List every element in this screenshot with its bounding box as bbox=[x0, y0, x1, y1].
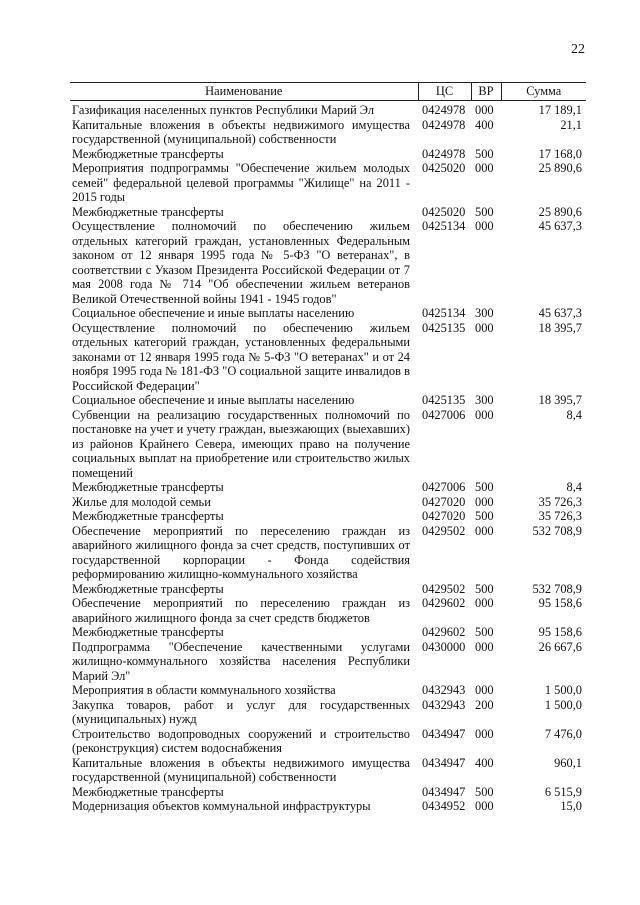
table-row bbox=[70, 306, 586, 321]
name-cell: Межбюджетные трансферты bbox=[72, 784, 224, 799]
name-cell: Модернизация объектов коммунальной инфраструктуры bbox=[72, 799, 371, 813]
table-header-row bbox=[70, 83, 586, 101]
sum-cell: 45 637,3 bbox=[538, 306, 582, 320]
table-row bbox=[70, 640, 586, 684]
table-row bbox=[70, 393, 586, 408]
page-number: 22 bbox=[571, 42, 585, 57]
cs-cell: 0425020 bbox=[422, 161, 466, 175]
vr-cell: 000 bbox=[475, 161, 494, 175]
name-cell: Социальное обеспечение и иные выплаты населению bbox=[72, 306, 355, 320]
cs-cell: 0425135 bbox=[422, 320, 466, 335]
name-cell: Закупка товаров, работ и услуг для государственных (муниципальных) нужд bbox=[72, 697, 410, 726]
sum-cell: 15,0 bbox=[560, 799, 582, 813]
sum-cell: 26 667,6 bbox=[538, 639, 582, 654]
table-row bbox=[70, 683, 586, 698]
header-name: Наименование bbox=[70, 83, 418, 101]
cs-cell: 0424978 bbox=[422, 117, 466, 132]
name-cell: Субвенции на реализацию государственных полномочий по постановке на учет и учету граждан, выезжающих (выехавших) из районов Крайнего Севера, имеющих право на получение социальных выплат на приобретение или строительство жилых помещений bbox=[72, 407, 410, 480]
name-cell: Капитальные вложения в объекты недвижимого имущества государственной (муниципальной) собственности bbox=[72, 117, 410, 146]
table-row bbox=[70, 799, 586, 814]
cs-cell: 0429502 bbox=[422, 523, 466, 538]
vr-cell: 000 bbox=[475, 799, 494, 813]
table-row bbox=[70, 101, 586, 118]
cs-cell: 0432943 bbox=[422, 683, 466, 697]
cs-cell: 0432943 bbox=[422, 697, 466, 712]
vr-cell: 500 bbox=[475, 509, 494, 523]
table-row bbox=[70, 524, 586, 582]
name-cell: Капитальные вложения в объекты недвижимого имущества государственной (муниципальной) собственности bbox=[72, 755, 410, 784]
table-row bbox=[70, 147, 586, 162]
name-cell: Межбюджетные трансферты bbox=[72, 625, 224, 639]
table-row bbox=[70, 205, 586, 220]
table-row bbox=[70, 625, 586, 640]
sum-cell: 1 500,0 bbox=[544, 683, 582, 697]
name-cell: Жилье для молодой семьи bbox=[72, 494, 211, 509]
table-row bbox=[70, 408, 586, 481]
name-cell: Социальное обеспечение и иные выплаты населению bbox=[72, 393, 355, 407]
table-body bbox=[70, 101, 586, 814]
cs-cell: 0427020 bbox=[422, 494, 466, 509]
cs-cell: 0425134 bbox=[422, 219, 466, 233]
cs-cell: 0430000 bbox=[422, 639, 466, 654]
sum-cell: 25 890,6 bbox=[538, 161, 582, 175]
table-row bbox=[70, 756, 586, 785]
table-row bbox=[70, 596, 586, 625]
sum-cell: 532 708,9 bbox=[532, 581, 582, 596]
cs-cell: 0425020 bbox=[422, 204, 466, 219]
vr-cell: 000 bbox=[475, 639, 494, 654]
sum-cell: 18 395,7 bbox=[538, 320, 582, 335]
vr-cell: 000 bbox=[475, 320, 494, 335]
header-vr: ВР bbox=[471, 83, 501, 101]
cs-cell: 0427020 bbox=[422, 509, 466, 523]
sum-cell: 95 158,6 bbox=[538, 625, 582, 639]
vr-cell: 200 bbox=[475, 697, 494, 712]
sum-cell: 960,1 bbox=[554, 755, 582, 770]
sum-cell: 95 158,6 bbox=[538, 596, 582, 610]
sum-cell: 35 726,3 bbox=[538, 509, 582, 523]
vr-cell: 500 bbox=[475, 581, 494, 596]
vr-cell: 300 bbox=[475, 306, 494, 320]
cs-cell: 0434952 bbox=[422, 799, 466, 813]
table-row bbox=[70, 161, 586, 205]
header-cs: ЦС bbox=[418, 83, 471, 101]
table-row bbox=[70, 219, 586, 306]
name-cell: Мероприятия в области коммунального хозяйства bbox=[72, 683, 336, 697]
table-row bbox=[70, 495, 586, 510]
vr-cell: 400 bbox=[475, 117, 494, 132]
sum-cell: 8,4 bbox=[566, 480, 582, 494]
name-cell: Мероприятия подпрограммы "Обеспечение жильем молодых семей" федеральной целевой программы "Жилище" на 2011 - 2015 годы bbox=[72, 161, 410, 204]
sum-cell: 1 500,0 bbox=[544, 697, 582, 712]
vr-cell: 400 bbox=[475, 755, 494, 770]
table-row bbox=[70, 785, 586, 800]
vr-cell: 500 bbox=[475, 146, 494, 161]
cs-cell: 0425134 bbox=[422, 306, 466, 320]
sum-cell: 6 515,9 bbox=[544, 784, 582, 799]
sum-cell: 532 708,9 bbox=[532, 523, 582, 538]
sum-cell: 45 637,3 bbox=[538, 219, 582, 233]
sum-cell: 25 890,6 bbox=[538, 204, 582, 219]
table-row bbox=[70, 321, 586, 394]
cs-cell: 0424978 bbox=[422, 103, 466, 117]
name-cell: Межбюджетные трансферты bbox=[72, 480, 224, 494]
vr-cell: 300 bbox=[475, 393, 494, 407]
cs-cell: 0429602 bbox=[422, 596, 466, 610]
name-cell: Межбюджетные трансферты bbox=[72, 581, 224, 596]
cs-cell: 0425135 bbox=[422, 393, 466, 407]
table-row bbox=[70, 582, 586, 597]
vr-cell: 500 bbox=[475, 204, 494, 219]
cs-cell: 0429602 bbox=[422, 625, 466, 639]
name-cell: Обеспечение мероприятий по переселению граждан из аварийного жилищного фонда за счет средств бюджетов bbox=[72, 596, 410, 625]
name-cell: Строительство водопроводных сооружений и строительство (реконструкция) систем водоснабжения bbox=[72, 726, 410, 755]
vr-cell: 000 bbox=[475, 103, 494, 117]
sum-cell: 35 726,3 bbox=[538, 494, 582, 509]
name-cell: Межбюджетные трансферты bbox=[72, 146, 224, 161]
cs-cell: 0427006 bbox=[422, 480, 466, 494]
table-row bbox=[70, 727, 586, 756]
name-cell: Межбюджетные трансферты bbox=[72, 509, 224, 523]
sum-cell: 8,4 bbox=[566, 407, 582, 422]
name-cell: Межбюджетные трансферты bbox=[72, 204, 224, 219]
name-cell: Газификация населенных пунктов Республики Марий Эл bbox=[72, 103, 375, 117]
sum-cell: 17 189,1 bbox=[538, 103, 582, 117]
cs-cell: 0424978 bbox=[422, 146, 466, 161]
table-row bbox=[70, 509, 586, 524]
vr-cell: 000 bbox=[475, 219, 494, 233]
sum-cell: 17 168,0 bbox=[538, 146, 582, 161]
name-cell: Подпрограмма "Обеспечение качественными услугами жилищно-коммунального хозяйства населения Республики Марий Эл" bbox=[72, 639, 410, 683]
cs-cell: 0434947 bbox=[422, 726, 466, 741]
vr-cell: 000 bbox=[475, 596, 494, 610]
name-cell: Осуществление полномочий по обеспечению жильем отдельных категорий граждан, установленных Федеральным законом от 12 января 1995 года № 5-ФЗ "О ветеранах", в соответствии с Указом Президента Российской Федерации от 7 мая 2008 года № 714 "Об обеспечении жильем ветеранов Великой Отечественной войны 1941 - 1945 годов" bbox=[72, 219, 410, 306]
vr-cell: 500 bbox=[475, 625, 494, 639]
vr-cell: 000 bbox=[475, 726, 494, 741]
table-row bbox=[70, 480, 586, 495]
cs-cell: 0427006 bbox=[422, 407, 466, 422]
vr-cell: 000 bbox=[475, 523, 494, 538]
vr-cell: 500 bbox=[475, 784, 494, 799]
name-cell: Обеспечение мероприятий по переселению граждан из аварийного жилищного фонда за счет средств, поступивших от государственной корпорации - Фонда содействия реформированию жилищно-коммунального хозяйства bbox=[72, 523, 410, 581]
sum-cell: 18 395,7 bbox=[538, 393, 582, 407]
sum-cell: 21,1 bbox=[560, 117, 582, 132]
name-cell: Осуществление полномочий по обеспечению жильем отдельных категорий граждан, установленных федеральными законами от 12 января 1995 года № 5-ФЗ "О ветеранах" и от 24 ноября 1995 года № 181-ФЗ "О социальной защите инвалидов в Российской Федерации" bbox=[72, 320, 410, 393]
cs-cell: 0429502 bbox=[422, 581, 466, 596]
table-row bbox=[70, 118, 586, 147]
sum-cell: 7 476,0 bbox=[544, 726, 582, 741]
cs-cell: 0434947 bbox=[422, 755, 466, 770]
vr-cell: 000 bbox=[475, 407, 494, 422]
table-row bbox=[70, 698, 586, 727]
header-sum: Сумма bbox=[501, 83, 586, 101]
vr-cell: 000 bbox=[475, 683, 494, 697]
vr-cell: 500 bbox=[475, 480, 494, 494]
vr-cell: 000 bbox=[475, 494, 494, 509]
cs-cell: 0434947 bbox=[422, 784, 466, 799]
budget-table bbox=[70, 82, 586, 814]
